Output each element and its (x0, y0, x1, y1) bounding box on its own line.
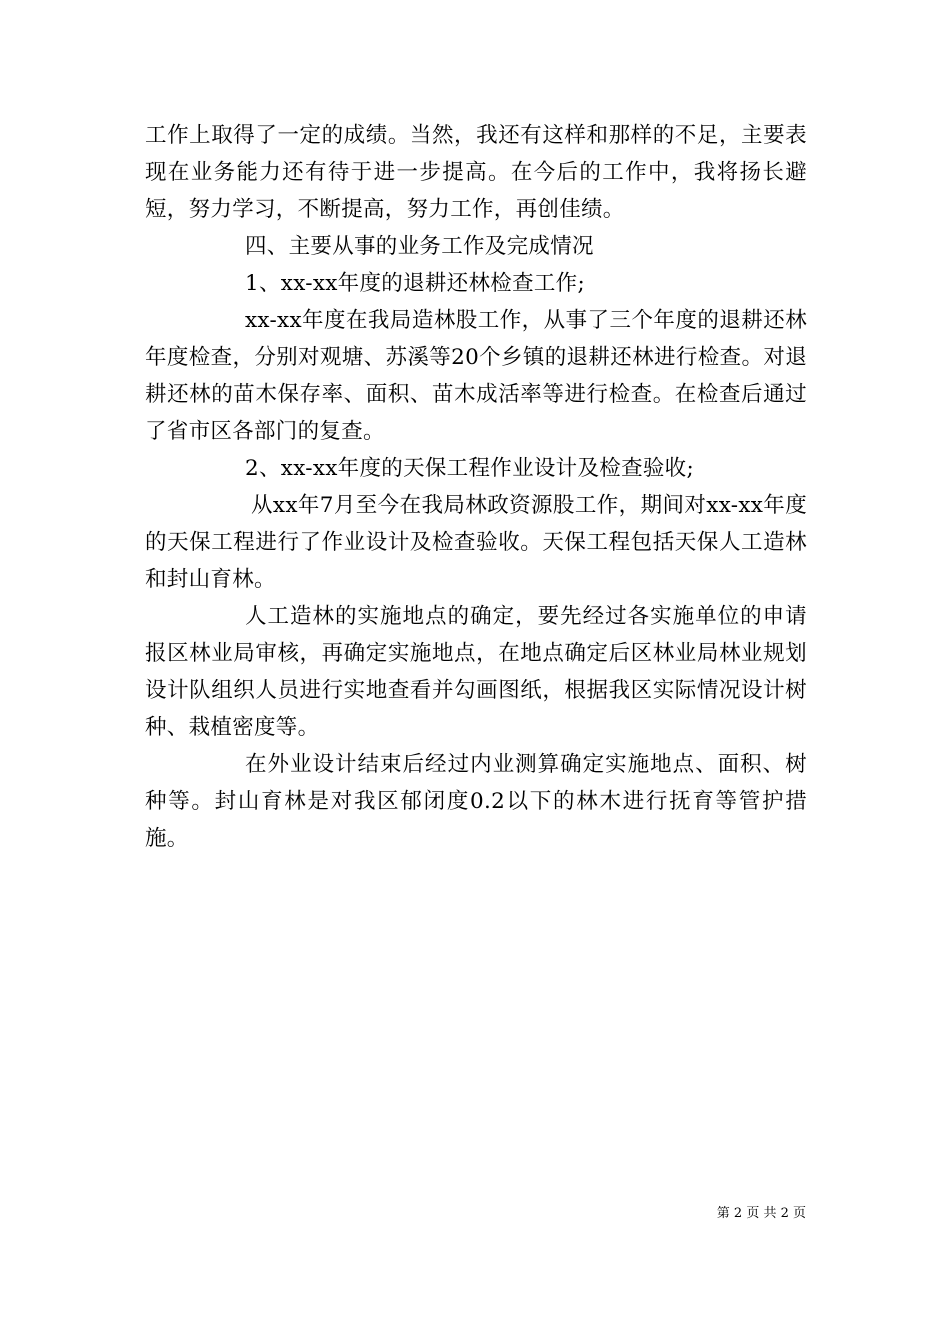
paragraph-returning-farmland-inspection: xx-xx年度在我局造林股工作，从事了三个年度的退耕还林年度检查，分别对观塘、苏溪等20个乡镇的退耕还林进行检查。对退耕还林的苗木保存率、面积、苗木成活率等进行检查。在检查后通过了省市区各部门的复查。 (145, 308, 807, 444)
paragraph-field-design: 在外业设计结束后经过内业测算确定实施地点、面积、树种等。封山育林是对我区郁闭度0.2以下的林木进行抚育等管护措施。 (145, 752, 807, 851)
section-heading-four: 四、主要从事的业务工作及完成情况 (245, 234, 594, 259)
paragraph-artificial-afforestation: 人工造林的实施地点的确定，要先经过各实施单位的申请报区林业局审核，再确定实施地点，在地点确定后区林业局林业规划设计队组织人员进行实地查看并勾画图纸，根据我区实际情况设计树种、栽植密度等。 (145, 604, 807, 740)
document-body (145, 117, 807, 857)
paragraph-forest-protection-project: 从xx年7月至今在我局林政资源股工作，期间对xx-xx年度的天保工程进行了作业设计及检查验收。天保工程包括天保人工造林和封山育林。 (145, 493, 807, 592)
item-heading-two: 2、xx-xx年度的天保工程作业设计及检查验收; (245, 456, 695, 481)
page-number-footer: 第 2 页 共 2 页 (716, 1206, 806, 1221)
item-heading-one: 1、xx-xx年度的退耕还林检查工作; (245, 271, 586, 296)
paragraph-continuation: 工作上取得了一定的成绩。当然，我还有这样和那样的不足，主要表现在业务能力还有待于进一步提高。在今后的工作中，我将扬长避短，努力学习，不断提高，努力工作，再创佳绩。 (145, 123, 807, 222)
